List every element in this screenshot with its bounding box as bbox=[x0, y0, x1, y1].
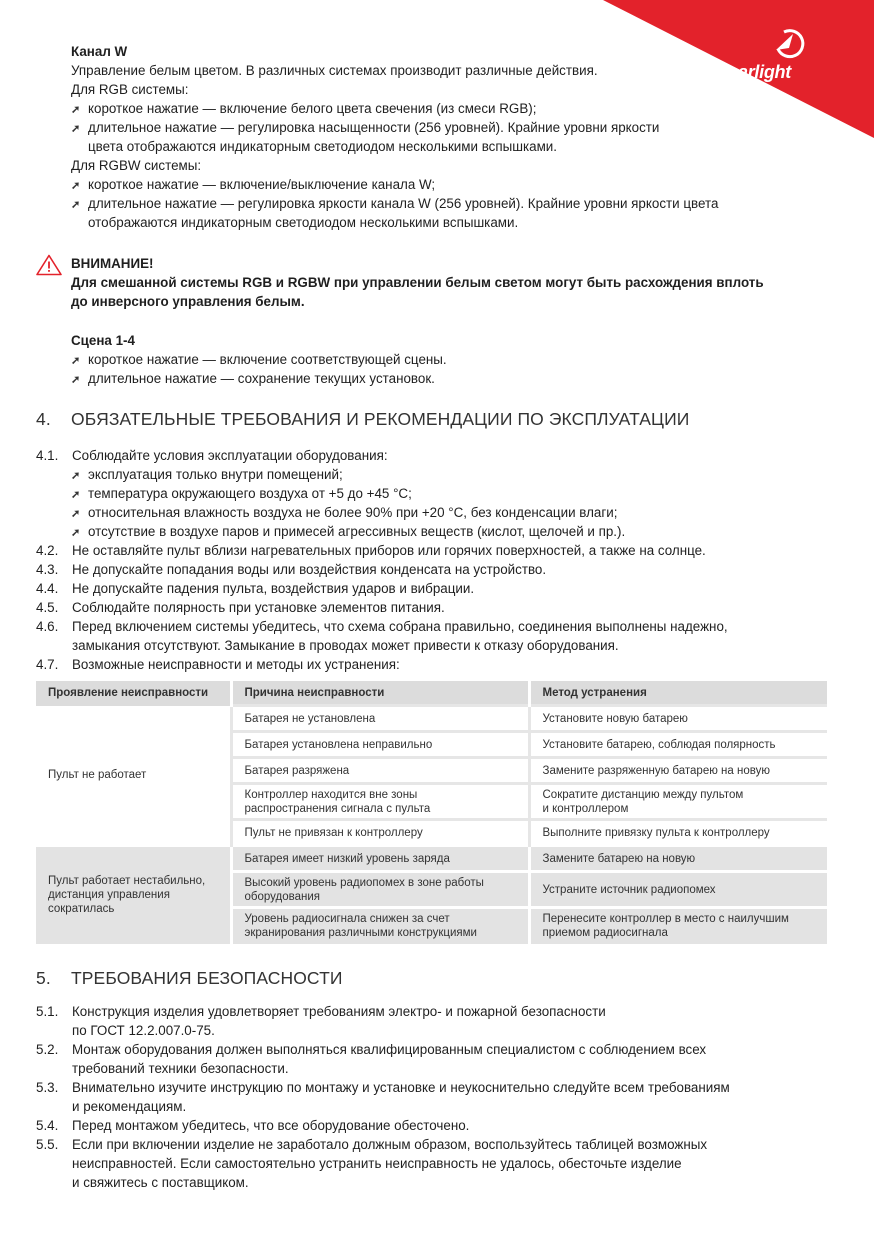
table-header-cell: Причина неисправности bbox=[231, 681, 529, 706]
numbered-item: 4.1. Соблюдайте условия эксплуатации оборудования: bbox=[36, 448, 388, 463]
cause-cell: Батарея разряжена bbox=[231, 758, 529, 784]
rgbw-label: Для RGBW системы: bbox=[71, 158, 202, 173]
warning-text: Для смешанной системы RGB и RGBW при управлении белым светом могут быть расхождения вплоть bbox=[71, 275, 764, 290]
rgb-label: Для RGB системы: bbox=[71, 82, 189, 97]
cause-cell: Уровень радиосигнала снижен за счет экранирования различными конструкциями bbox=[231, 908, 529, 944]
symptom-cell: Пульт работает нестабильно, дистанция управления сократилась bbox=[36, 846, 231, 944]
channel-w-intro: Управление белым цветом. В различных системах производит различные действия. bbox=[71, 63, 598, 78]
arrow-bullet-icon: ➚ bbox=[71, 199, 81, 211]
section-5-number: 5. bbox=[36, 968, 51, 988]
list-item: ➚ отсутствие в воздухе паров и примесей агрессивных веществ (кислот, щелочей и пр.). bbox=[71, 522, 625, 543]
cause-cell: Контроллер находится вне зоны распространения сигнала с пульта bbox=[231, 784, 529, 820]
numbered-item: 5.4. Перед монтажом убедитесь, что все оборудование обесточено. bbox=[36, 1118, 470, 1133]
arrow-bullet-icon: ➚ bbox=[71, 508, 81, 520]
warning-icon bbox=[36, 254, 62, 276]
fix-cell: Выполните привязку пульта к контроллеру bbox=[529, 820, 827, 846]
arrow-bullet-icon: ➚ bbox=[71, 527, 81, 539]
list-item-continuation: цвета отображаются индикаторным светодиодом несколькими вспышками. bbox=[88, 139, 557, 154]
numbered-item: 5.5. Если при включении изделие не заработало должным образом, воспользуйтесь таблицей возможных bbox=[36, 1137, 708, 1152]
fix-cell: Сократите дистанцию между пультом и контроллером bbox=[529, 784, 827, 820]
list-item: ➚ температура окружающего воздуха от +5 до +45 °C; bbox=[71, 484, 412, 505]
cause-cell: Высокий уровень радиопомех в зоне работы оборудования bbox=[231, 872, 529, 908]
section-5-title: ТРЕБОВАНИЯ БЕЗОПАСНОСТИ bbox=[71, 968, 343, 988]
warning-title: ВНИМАНИЕ! bbox=[71, 256, 154, 271]
numbered-item: 5.2. Монтаж оборудования должен выполняться квалифицированным специалистом с соблюдением всех bbox=[36, 1042, 707, 1057]
brand-logo: arlight bbox=[738, 62, 791, 82]
arrow-bullet-icon: ➚ bbox=[71, 489, 81, 501]
numbered-item: 5.1. Конструкция изделия удовлетворяет требованиям электро- и пожарной безопасности bbox=[36, 1004, 606, 1019]
fix-cell: Замените батарею на новую bbox=[529, 846, 827, 872]
list-item: ➚ длительное нажатие — сохранение текущих установок. bbox=[71, 369, 435, 390]
arrow-bullet-icon: ➚ bbox=[71, 123, 81, 135]
cause-cell: Батарея имеет низкий уровень заряда bbox=[231, 846, 529, 872]
section-4-number: 4. bbox=[36, 409, 51, 429]
numbered-item: 4.5. Соблюдайте полярность при установке элементов питания. bbox=[36, 600, 445, 615]
channel-w-heading: Канал W bbox=[71, 44, 128, 59]
table-row bbox=[36, 846, 827, 872]
arrow-bullet-icon: ➚ bbox=[71, 355, 81, 367]
list-item: ➚ короткое нажатие — включение соответствующей сцены. bbox=[71, 350, 447, 371]
section-4-title: ОБЯЗАТЕЛЬНЫЕ ТРЕБОВАНИЯ И РЕКОМЕНДАЦИИ ПО ЭКСПЛУАТАЦИИ bbox=[71, 409, 690, 429]
list-item: ➚ длительное нажатие — регулировка насыщенности (256 уровней). Крайние уровни яркости bbox=[71, 118, 659, 139]
list-item-continuation: отображаются индикаторным светодиодом несколькими вспышками. bbox=[88, 215, 519, 230]
fix-cell: Установите батарею, соблюдая полярность bbox=[529, 732, 827, 758]
fix-cell: Устраните источник радиопомех bbox=[529, 872, 827, 908]
numbered-item: 4.4. Не допускайте падения пульта, воздействия ударов и вибрации. bbox=[36, 581, 475, 596]
cause-cell: Батарея не установлена bbox=[231, 706, 529, 732]
list-item: ➚ длительное нажатие — регулировка яркости канала W (256 уровней). Крайние уровни яркости цвета bbox=[71, 194, 718, 215]
table-header-row bbox=[36, 681, 827, 706]
numbered-item: 5.3. Внимательно изучите инструкцию по монтажу и установке и неукоснительно следуйте всем требованиям bbox=[36, 1080, 730, 1095]
symptom-cell: Пульт не работает bbox=[36, 706, 231, 846]
list-item: ➚ эксплуатация только внутри помещений; bbox=[71, 465, 343, 486]
fix-cell: Установите новую батарею bbox=[529, 706, 827, 732]
numbered-item-continuation: по ГОСТ 12.2.007.0-75. bbox=[72, 1023, 215, 1038]
numbered-item-continuation: и свяжитесь с поставщиком. bbox=[72, 1175, 249, 1190]
arrow-bullet-icon: ➚ bbox=[71, 374, 81, 386]
warning-text: до инверсного управления белым. bbox=[71, 294, 305, 309]
fix-cell: Замените разряженную батарею на новую bbox=[529, 758, 827, 784]
numbered-item: 4.7. Возможные неисправности и методы их устранения: bbox=[36, 657, 400, 672]
troubleshooting-table bbox=[36, 681, 827, 944]
numbered-item-continuation: неисправностей. Если самостоятельно устранить неисправность не удалось, обесточьте изделие bbox=[72, 1156, 682, 1171]
numbered-item-continuation: требований техники безопасности. bbox=[72, 1061, 289, 1076]
scene-heading: Сцена 1-4 bbox=[71, 333, 135, 348]
cause-cell: Батарея установлена неправильно bbox=[231, 732, 529, 758]
cause-cell: Пульт не привязан к контроллеру bbox=[231, 820, 529, 846]
table-row bbox=[36, 706, 827, 732]
table-header-cell: Проявление неисправности bbox=[36, 681, 231, 706]
arrow-bullet-icon: ➚ bbox=[71, 104, 81, 116]
numbered-item: 4.2. Не оставляйте пульт вблизи нагревательных приборов или горячих поверхностей, а также на солнце. bbox=[36, 543, 706, 558]
fix-cell: Перенесите контроллер в место с наилучшим приемом радиосигнала bbox=[529, 908, 827, 944]
arrow-bullet-icon: ➚ bbox=[71, 180, 81, 192]
list-item: ➚ короткое нажатие — включение белого цвета свечения (из смеси RGB); bbox=[71, 99, 536, 120]
numbered-item-continuation: и рекомендациям. bbox=[72, 1099, 187, 1114]
numbered-item: 4.3. Не допускайте попадания воды или воздействия конденсата на устройство. bbox=[36, 562, 547, 577]
numbered-item-continuation: замыкания отсутствуют. Замыкание в проводах может привести к отказу оборудования. bbox=[72, 638, 619, 653]
table-header-cell: Метод устранения bbox=[529, 681, 827, 706]
list-item: ➚ короткое нажатие — включение/выключение канала W; bbox=[71, 175, 435, 196]
numbered-item: 4.6. Перед включением системы убедитесь, что схема собрана правильно, соединения выполнены надежно, bbox=[36, 619, 728, 634]
arrow-bullet-icon: ➚ bbox=[71, 470, 81, 482]
list-item: ➚ относительная влажность воздуха не более 90% при +20 °C, без конденсации влаги; bbox=[71, 503, 617, 524]
